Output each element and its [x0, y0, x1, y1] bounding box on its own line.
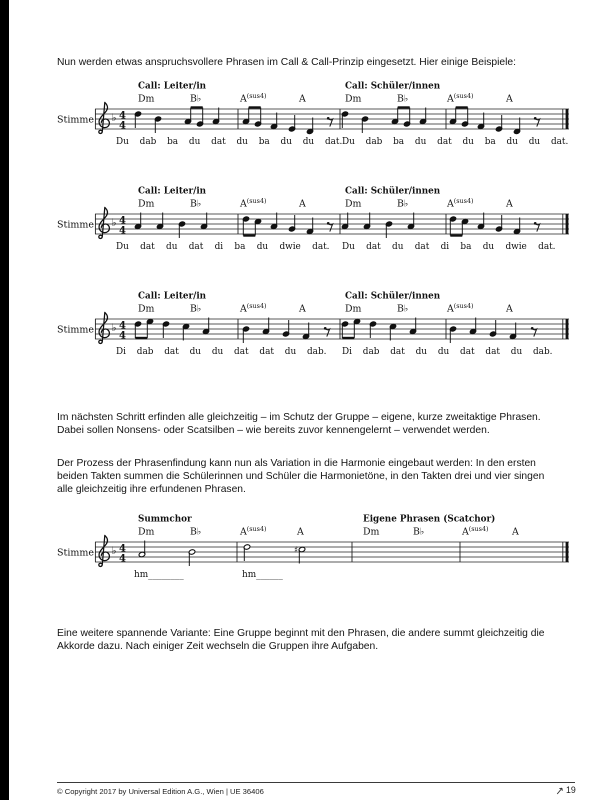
- chord-root: Dm: [138, 526, 155, 538]
- section-label: Call: Leiter/in: [138, 186, 207, 197]
- note: [363, 213, 370, 230]
- chord-superscript: (sus4): [246, 197, 267, 206]
- notation-svg: [0, 289, 608, 367]
- note: [495, 215, 502, 232]
- note: [162, 321, 169, 338]
- note: [477, 213, 484, 230]
- note: [461, 108, 468, 128]
- chord-symbol: [239, 525, 267, 537]
- lyric-line: Du dat du dat di ba du dwie dat.: [342, 242, 556, 252]
- chord-symbol: [397, 199, 408, 210]
- chord-symbol: [190, 304, 201, 315]
- chord-root: Dm: [345, 198, 362, 210]
- chord-root: Dm: [138, 198, 155, 210]
- note: [341, 111, 348, 128]
- chord-symbol: [190, 527, 201, 538]
- chord-symbol: [446, 197, 474, 209]
- chord-symbol: [505, 304, 513, 315]
- note: [288, 115, 295, 132]
- rest-stroke: [325, 328, 329, 336]
- chord-root: A: [297, 526, 304, 538]
- chord-symbol: [397, 304, 408, 315]
- chord-root: A: [506, 198, 513, 210]
- chord-symbol: [138, 527, 155, 538]
- note: [178, 221, 185, 238]
- music-system-1: [0, 79, 608, 157]
- chord-symbol: [413, 527, 424, 538]
- note: [134, 111, 141, 128]
- note: [449, 326, 456, 343]
- chord-root: Dm: [138, 93, 155, 105]
- note: [288, 215, 295, 232]
- chord-root: A: [506, 93, 513, 105]
- time-signature-top: 4: [119, 215, 126, 227]
- rest-stroke: [328, 223, 332, 231]
- chord-symbol: [363, 527, 380, 538]
- chord-root: B♭: [413, 526, 425, 538]
- note: [254, 108, 261, 128]
- chord-symbol: [446, 302, 474, 314]
- chord-symbol: [511, 527, 519, 538]
- note: [341, 321, 348, 338]
- eighth-rest-icon: [324, 327, 330, 337]
- lyric-line: Du dab ba du dat du ba du du dat.: [342, 137, 569, 147]
- section-label: Eigene Phrasen (Scatchor): [363, 514, 496, 525]
- eighth-rest-icon: [327, 117, 333, 127]
- eighth-rest-icon: [534, 117, 540, 127]
- chord-symbol: [190, 94, 201, 105]
- note: [341, 213, 348, 230]
- chord-root: A: [512, 526, 519, 538]
- staff-label: Stimme: [57, 114, 95, 126]
- chord-symbol: [345, 94, 362, 105]
- eighth-rest-icon: [327, 222, 333, 232]
- note: [385, 221, 392, 238]
- chord-superscript: (sus4): [453, 197, 474, 206]
- note: [270, 213, 277, 230]
- note: [469, 318, 476, 335]
- note: [513, 218, 520, 235]
- note: [242, 108, 249, 125]
- lyric-line: Du dat du dat di ba du dwie dat.: [116, 242, 330, 252]
- paragraph-line: Dabei sollen Nonsens- oder Scatsilben – wie bereits zuvor kennengelernt – verwendet werden.: [57, 425, 490, 437]
- page-number-block: [556, 785, 576, 795]
- chord-root: A: [447, 198, 454, 210]
- chord-symbol: [397, 94, 408, 105]
- note: [242, 326, 249, 343]
- rest-stroke: [535, 223, 539, 231]
- time-signature-bottom: 4: [119, 330, 126, 342]
- note: [254, 218, 261, 235]
- note: [212, 108, 219, 125]
- half-note: [243, 544, 250, 561]
- note: [419, 108, 426, 125]
- note: [154, 116, 161, 133]
- note: [489, 320, 496, 337]
- chord-symbol: [239, 92, 267, 104]
- lyric-line: Di dab dat du du dat dat du dab.: [116, 347, 327, 357]
- section-label: Call: Schüler/innen: [345, 291, 441, 302]
- note: [182, 323, 189, 340]
- section-label: Call: Leiter/in: [138, 81, 207, 92]
- chord-root: Dm: [363, 526, 380, 538]
- intro-text: [57, 56, 579, 69]
- chord-superscript: (sus4): [246, 525, 267, 534]
- eighth-rest-icon: [531, 327, 537, 337]
- chord-root: A: [299, 198, 306, 210]
- note: [262, 318, 269, 335]
- chord-superscript: (sus4): [246, 92, 267, 101]
- chord-symbol: [505, 94, 513, 105]
- chord-root: A: [240, 198, 247, 210]
- lyric-line: hm______: [242, 570, 283, 580]
- note: [196, 108, 203, 128]
- music-system-3: [0, 289, 608, 367]
- chord-symbol: [190, 199, 201, 210]
- footer-divider: [57, 782, 575, 783]
- note: [361, 116, 368, 133]
- staff-label: Stimme: [57, 324, 95, 336]
- note: [353, 318, 360, 338]
- notation-svg: [0, 184, 608, 262]
- music-system-2: [0, 184, 608, 262]
- chord-symbol: [239, 302, 267, 314]
- chord-root: Dm: [345, 303, 362, 315]
- chord-root: A: [462, 526, 469, 538]
- key-signature-flat-icon: ♭: [111, 544, 117, 557]
- note: [477, 113, 484, 130]
- chord-symbol: [138, 304, 155, 315]
- chord-symbol: [298, 304, 306, 315]
- note: [509, 323, 516, 340]
- note: [242, 216, 249, 236]
- note: [306, 218, 313, 235]
- note: [134, 321, 141, 338]
- paragraph-2: [57, 457, 579, 497]
- paragraph-1: [57, 411, 579, 437]
- rest-stroke: [328, 118, 332, 126]
- note: [461, 218, 468, 235]
- paragraph-line: Akkorde dazu. Nach einiger Zeit wechseln die Gruppen ihre Aufgaben.: [57, 641, 379, 653]
- chord-root: Dm: [345, 93, 362, 105]
- time-signature-bottom: 4: [119, 120, 126, 132]
- note: [389, 323, 396, 340]
- paragraph-line: beiden Takten summen die Schülerinnen und Schüler die Harmonietöne, in den Takten drei und vier singen: [57, 471, 545, 483]
- chord-root: A: [506, 303, 513, 315]
- rest-stroke: [532, 328, 536, 336]
- chord-symbol: [505, 199, 513, 210]
- chord-root: A: [240, 303, 247, 315]
- note: [202, 318, 209, 335]
- notation-svg: [0, 512, 608, 590]
- chord-root: A: [240, 93, 247, 105]
- chord-root: A: [299, 93, 306, 105]
- section-label: Summchor: [138, 514, 192, 525]
- half-note: [188, 549, 195, 566]
- chord-root: B♭: [190, 93, 202, 105]
- key-signature-flat-icon: ♭: [111, 321, 117, 334]
- note: [184, 108, 191, 125]
- key-signature-flat-icon: ♭: [111, 111, 117, 124]
- music-system-4: [0, 512, 608, 590]
- notation-svg: [0, 79, 608, 157]
- chord-symbol: [138, 199, 155, 210]
- staff-label: Stimme: [57, 219, 95, 231]
- chord-superscript: (sus4): [246, 302, 267, 311]
- chord-root: A: [447, 93, 454, 105]
- note: [134, 213, 141, 230]
- time-signature-top: 4: [119, 320, 126, 332]
- key-signature-flat-icon: ♭: [111, 216, 117, 229]
- note: [282, 320, 289, 337]
- note: [270, 113, 277, 130]
- chord-superscript: (sus4): [453, 92, 474, 101]
- note: [403, 108, 410, 128]
- lyric-line: hm________: [134, 570, 184, 580]
- chord-root: A: [299, 303, 306, 315]
- chord-symbol: [239, 197, 267, 209]
- paragraph-line: Der Prozess der Phrasenfindung kann nun als Variation in die Harmonie eingebaut werden: In den ersten: [57, 458, 536, 469]
- chord-superscript: (sus4): [468, 525, 489, 534]
- paragraph-3: [57, 627, 579, 653]
- note: [156, 213, 163, 230]
- chord-symbol: [345, 199, 362, 210]
- time-signature-top: 4: [119, 110, 126, 122]
- chord-root: A: [240, 526, 247, 538]
- lyric-line: Di dab dat du du dat dat du dab.: [342, 347, 553, 357]
- chord-root: B♭: [190, 198, 202, 210]
- chord-root: Dm: [138, 303, 155, 315]
- chord-symbol: [298, 199, 306, 210]
- rest-stroke: [535, 118, 539, 126]
- note: [306, 118, 313, 135]
- chord-symbol: [138, 94, 155, 105]
- note: [495, 115, 502, 132]
- paragraph-line: Eine weitere spannende Variante: Eine Gruppe beginnt mit den Phrasen, die andere summt gleichzeitig die: [57, 628, 545, 639]
- chord-symbol: [446, 92, 474, 104]
- note: [200, 213, 207, 230]
- paragraph-line: alle gleichzeitig ihre erfundenen Phrasen.: [57, 484, 246, 496]
- note: [513, 118, 520, 135]
- sharp-accidental: ♯: [294, 545, 299, 556]
- time-signature-bottom: 4: [119, 225, 126, 237]
- note: [302, 323, 309, 340]
- section-label: Call: Schüler/innen: [345, 186, 441, 197]
- note: [407, 213, 414, 230]
- note: [409, 318, 416, 335]
- time-signature-bottom: 4: [119, 553, 126, 565]
- section-label: Call: Leiter/in: [138, 291, 207, 302]
- chord-root: B♭: [397, 198, 409, 210]
- lyric-line: Du dab ba du dat du ba du du dat.: [116, 137, 343, 147]
- chord-symbol: [296, 527, 304, 538]
- chord-root: B♭: [397, 303, 409, 315]
- page-number: 19: [566, 785, 576, 795]
- chord-superscript: (sus4): [453, 302, 474, 311]
- note: [146, 318, 153, 338]
- half-note: [138, 541, 145, 558]
- paragraph-line: Im nächsten Schritt erfinden alle gleichzeitig – im Schutz der Gruppe – eigene, kurze zweitaktige Phrasen.: [57, 412, 541, 423]
- chord-root: B♭: [190, 303, 202, 315]
- chord-root: A: [447, 303, 454, 315]
- chord-root: B♭: [397, 93, 409, 105]
- note: [391, 108, 398, 125]
- time-signature-top: 4: [119, 543, 126, 555]
- chord-symbol: [298, 94, 306, 105]
- note: [449, 108, 456, 125]
- chord-root: B♭: [190, 526, 202, 538]
- eighth-rest-icon: [534, 222, 540, 232]
- note: [369, 321, 376, 338]
- copyright-text: © Copyright 2017 by Universal Edition A.G., Wien | UE 36406: [57, 787, 264, 796]
- note: [449, 216, 456, 236]
- chord-symbol: [345, 304, 362, 315]
- half-note: [298, 546, 305, 563]
- chord-symbol: [461, 525, 489, 537]
- page-arrow-icon: [556, 786, 564, 795]
- paragraph-line: Nun werden etwas anspruchsvollere Phrasen im Call & Call-Prinzip eingesetzt. Hier einige Beispiele:: [57, 57, 517, 68]
- staff-label: Stimme: [57, 547, 95, 559]
- section-label: Call: Schüler/innen: [345, 81, 441, 92]
